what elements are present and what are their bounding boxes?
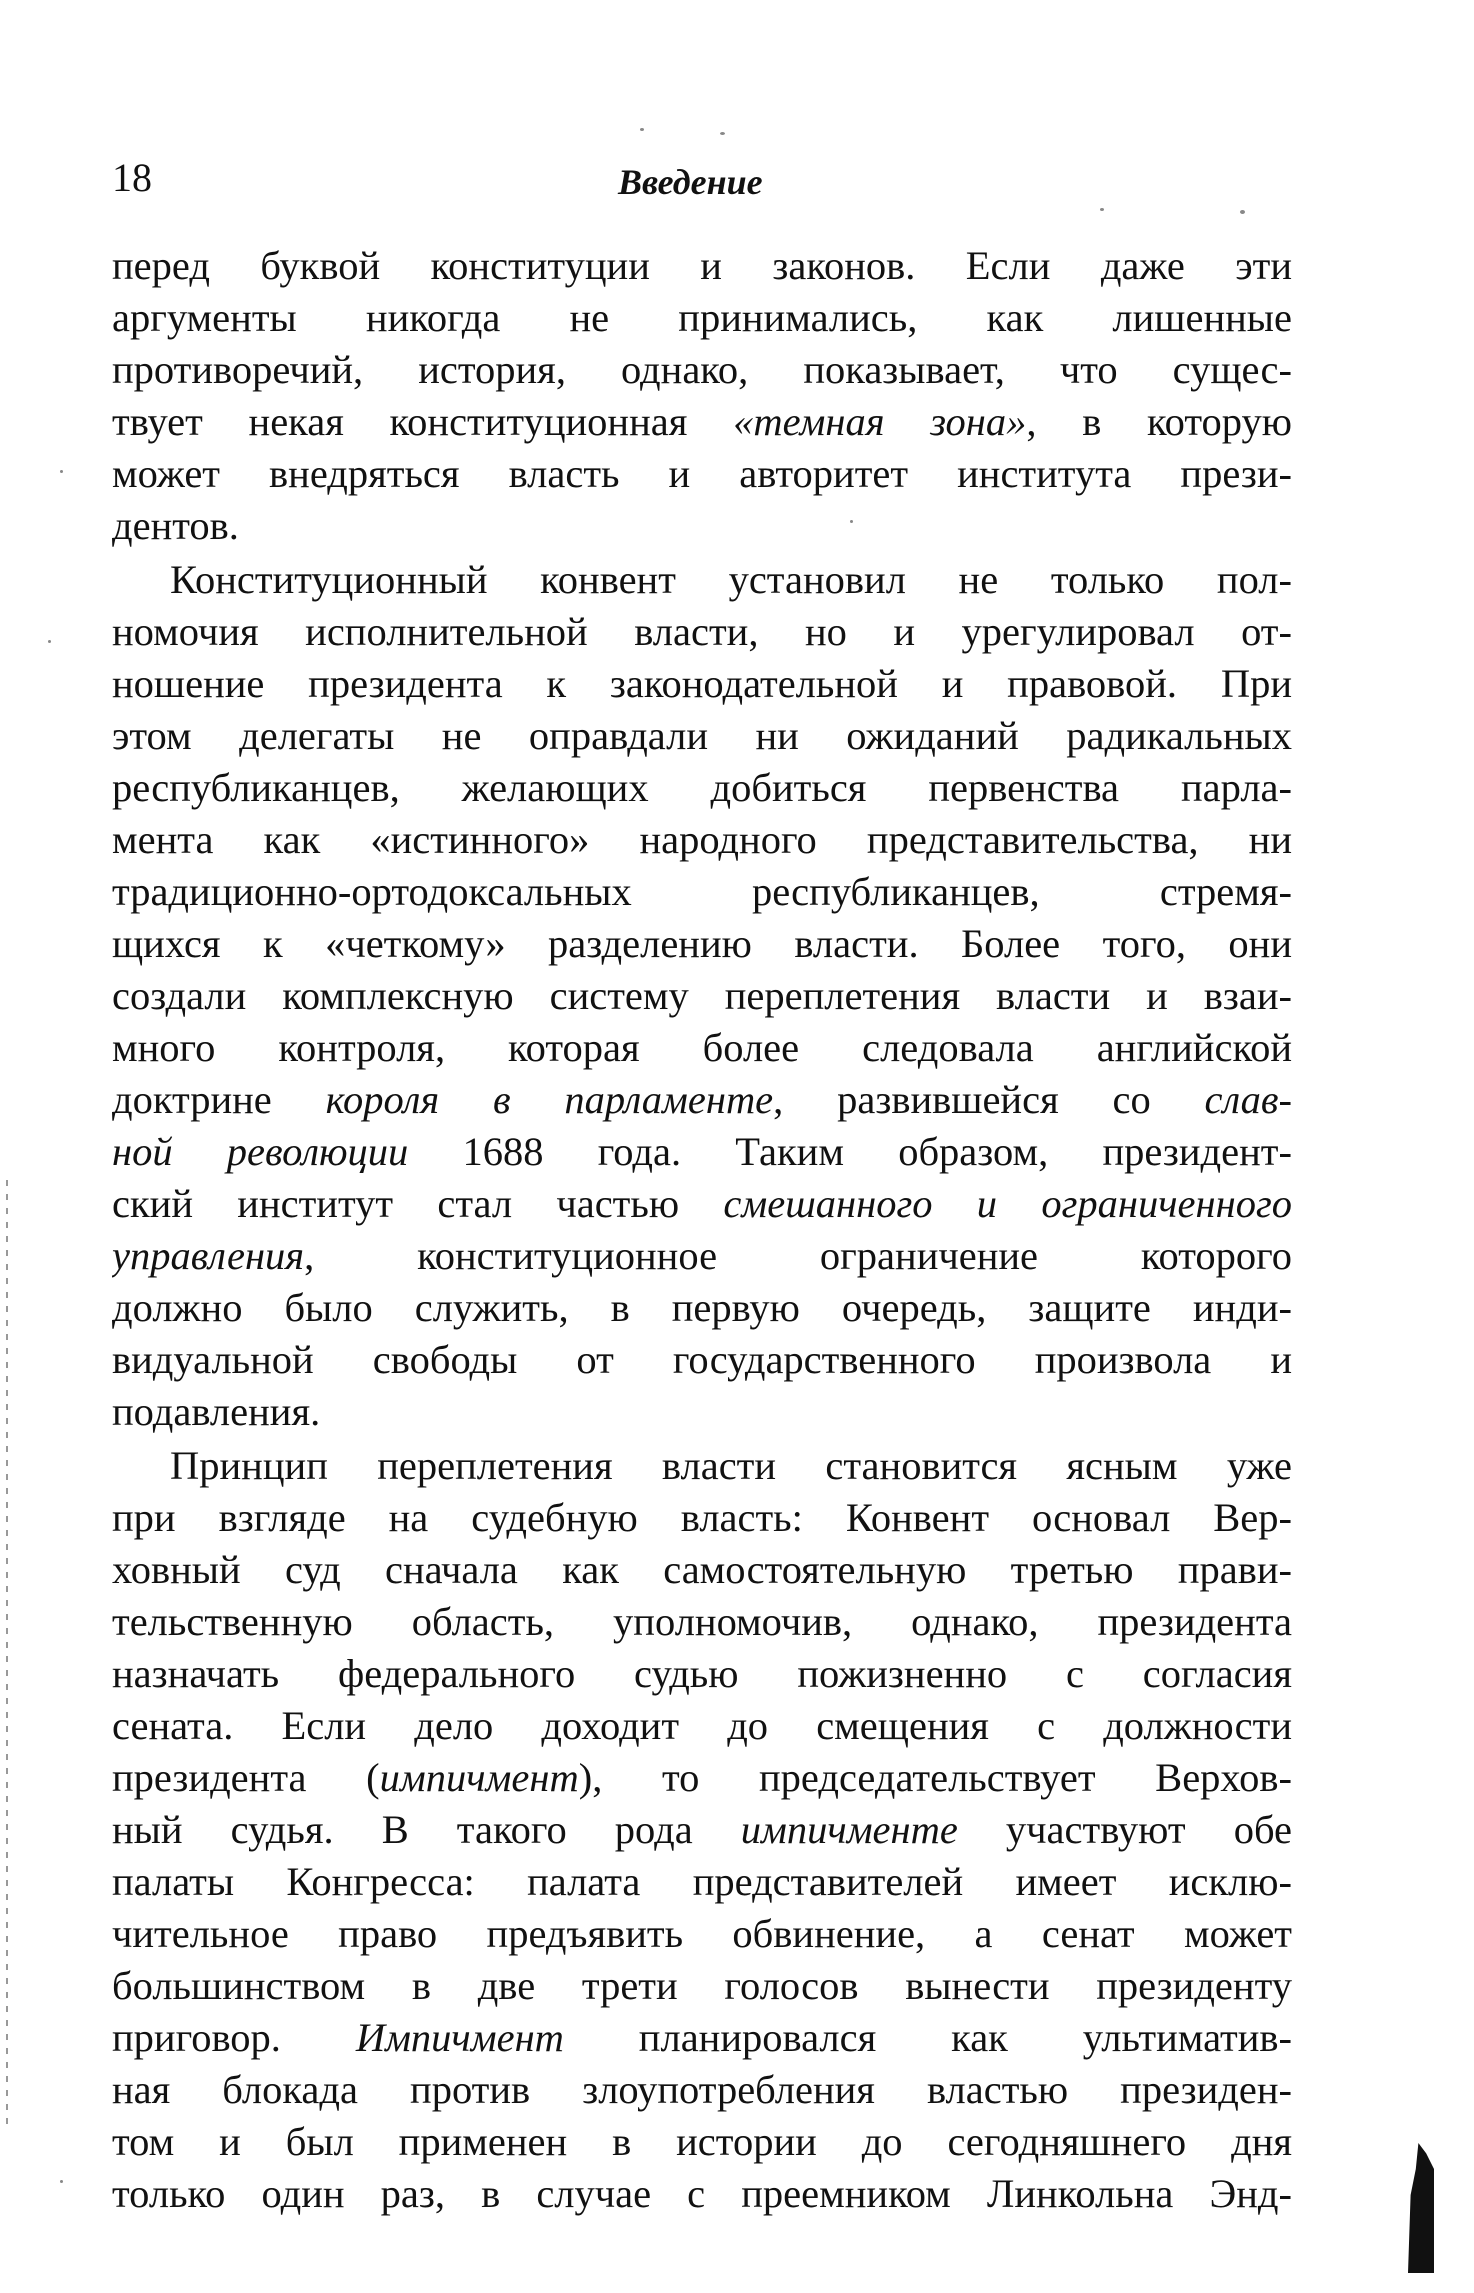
text-line: подавления. bbox=[112, 1389, 321, 1434]
scan-speck bbox=[1240, 210, 1245, 214]
text-line: при взгляде на судебную власть: Конвент основал Вер- bbox=[112, 1495, 1292, 1540]
scan-binding-shadow bbox=[6, 1180, 8, 2130]
text-line: Конституционный конвент установил не только пол- bbox=[170, 557, 1292, 602]
page-number: 18 bbox=[112, 155, 152, 200]
scan-speck bbox=[60, 470, 63, 473]
text-line: ский институт стал частью смешанного и ограниченного bbox=[112, 1181, 1292, 1226]
text-line: ной революции 1688 года. Таким образом, президент- bbox=[112, 1129, 1292, 1174]
text-line: создали комплексную систему переплетения власти и взаи- bbox=[112, 973, 1292, 1018]
text-line: ношение президента к законодательной и правовой. При bbox=[112, 661, 1292, 706]
text-line: палаты Конгресса: палата представителей имеет исклю- bbox=[112, 1859, 1292, 1904]
text-line: ховный суд сначала как самостоятельную третью прави- bbox=[112, 1547, 1292, 1592]
text-line: номочия исполнительной власти, но и урегулировал от- bbox=[112, 609, 1292, 654]
text-line: противоречий, история, однако, показывает, что сущес- bbox=[112, 347, 1292, 392]
text-line: ный судья. В такого рода импичменте участвуют обе bbox=[112, 1807, 1292, 1852]
scan-edge-mark bbox=[1408, 2143, 1434, 2273]
italic-term: «темная зона» bbox=[733, 399, 1027, 444]
text-line: чительное право предъявить обвинение, а сенат может bbox=[112, 1911, 1292, 1956]
italic-term: смешанного и ограниченного bbox=[723, 1181, 1292, 1226]
text-line: дентов. bbox=[112, 503, 239, 548]
text-line: мента как «истинного» народного представительства, ни bbox=[112, 817, 1292, 862]
text-line: доктрине короля в парламенте, развившейся со слав- bbox=[112, 1077, 1292, 1122]
page-header bbox=[112, 155, 1302, 218]
text-line: управления, конституционное ограничение которого bbox=[112, 1233, 1292, 1278]
text-line: сената. Если дело доходит до смещения с должности bbox=[112, 1703, 1292, 1748]
text-line: твует некая конституционная «темная зона», в которую bbox=[112, 399, 1292, 444]
italic-term: ной революции bbox=[112, 1129, 409, 1174]
scan-speck bbox=[48, 640, 51, 643]
scan-speck bbox=[60, 2180, 63, 2183]
text-line: назначать федерального судью пожизненно с согласия bbox=[112, 1651, 1292, 1696]
italic-term: короля в парламенте bbox=[325, 1077, 774, 1122]
running-title: Введение bbox=[618, 162, 763, 202]
text-line: приговор. Импичмент планировался как ультиматив- bbox=[112, 2015, 1292, 2060]
italic-term: слав- bbox=[1204, 1077, 1292, 1122]
text-line: Принцип переплетения власти становится ясным уже bbox=[170, 1443, 1292, 1488]
text-line: только один раз, в случае с преемником Линкольна Энд- bbox=[112, 2171, 1292, 2216]
paragraph bbox=[112, 240, 1292, 552]
text-line: щихся к «четкому» разделению власти. Более того, они bbox=[112, 921, 1292, 966]
text-line: перед буквой конституции и законов. Если даже эти bbox=[112, 243, 1292, 288]
text-line: традиционно-ортодоксальных республиканцев, стремя- bbox=[112, 869, 1292, 914]
italic-term: Импичмент bbox=[355, 2015, 564, 2060]
text-line: президента (импичмент), то председательствует Верхов- bbox=[112, 1755, 1292, 1800]
text-line: республиканцев, желающих добиться первенства парла- bbox=[112, 765, 1292, 810]
text-line: может внедряться власть и авторитет института прези- bbox=[112, 451, 1292, 496]
text-line: большинством в две трети голосов вынести президенту bbox=[112, 1963, 1292, 2008]
text-line: должно было служить, в первую очередь, защите инди- bbox=[112, 1285, 1292, 1330]
text-line: ная блокада против злоупотребления властью президен- bbox=[112, 2067, 1292, 2112]
scan-speck bbox=[1100, 208, 1104, 211]
text-line: много контроля, которая более следовала английской bbox=[112, 1025, 1292, 1070]
italic-term: импичмент bbox=[379, 1755, 579, 1800]
text-line: этом делегаты не оправдали ни ожиданий радикальных bbox=[112, 713, 1292, 758]
text-line: видуальной свободы от государственного произвола и bbox=[112, 1337, 1292, 1382]
text-line: том и был применен в истории до сегодняшнего дня bbox=[112, 2119, 1292, 2164]
scan-speck bbox=[640, 128, 644, 131]
text-line: тельственную область, уполномочив, однако, президента bbox=[112, 1599, 1292, 1644]
paragraph bbox=[112, 1440, 1292, 2220]
body-text bbox=[112, 240, 1292, 2220]
scan-speck bbox=[850, 520, 853, 523]
paragraph bbox=[112, 554, 1292, 1438]
text-line: аргументы никогда не принимались, как лишенные bbox=[112, 295, 1292, 340]
italic-term: импичменте bbox=[740, 1807, 958, 1852]
italic-term: управления bbox=[112, 1233, 305, 1278]
scan-speck bbox=[720, 132, 725, 135]
